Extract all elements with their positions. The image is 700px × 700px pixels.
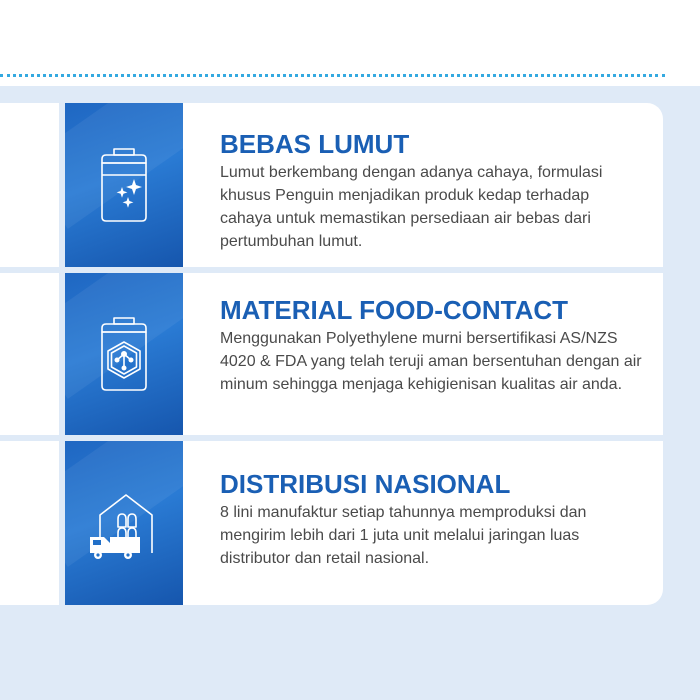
feature-row-material-food-contact xyxy=(0,273,663,435)
feature-icon-cell xyxy=(65,441,183,605)
feature-text xyxy=(220,441,643,605)
dotted-divider xyxy=(0,74,665,77)
feature-description: Menggunakan Polyethylene murni bersertifikasi AS/NZS 4020 & FDA yang telah teruji aman bersentuhan dengan air minum sehingga menjaga kehigienisan kualitas air anda. xyxy=(220,330,642,393)
feature-text xyxy=(220,103,643,293)
feature-title: BEBAS LUMUT xyxy=(220,129,410,159)
feature-text xyxy=(220,273,643,457)
feature-row-distribusi-nasional xyxy=(0,441,663,605)
feature-title: MATERIAL FOOD-CONTACT xyxy=(220,295,569,325)
feature-row-bebas-lumut xyxy=(0,103,663,267)
tank-sparkle-icon xyxy=(92,145,156,225)
feature-description: Lumut berkembang dengan adanya cahaya, formulasi khusus Penguin menjadikan produk kedap terhadap cahaya untuk memastikan persediaan air bebas dari pertumbuhan lumut. xyxy=(220,164,603,250)
features-panel xyxy=(0,103,663,605)
feature-description: 8 lini manufaktur setiap tahunnya memproduksi dan mengirim lebih dari 1 juta unit melalui jaringan luas distributor dan retail nasional. xyxy=(220,504,587,567)
feature-icon-cell xyxy=(65,273,183,435)
cut-off-text xyxy=(0,503,1,521)
tank-molecule-icon xyxy=(92,314,156,394)
warehouse-truck-icon xyxy=(88,483,160,563)
feature-title: DISTRIBUSI NASIONAL xyxy=(220,469,511,499)
feature-icon-cell xyxy=(65,103,183,267)
